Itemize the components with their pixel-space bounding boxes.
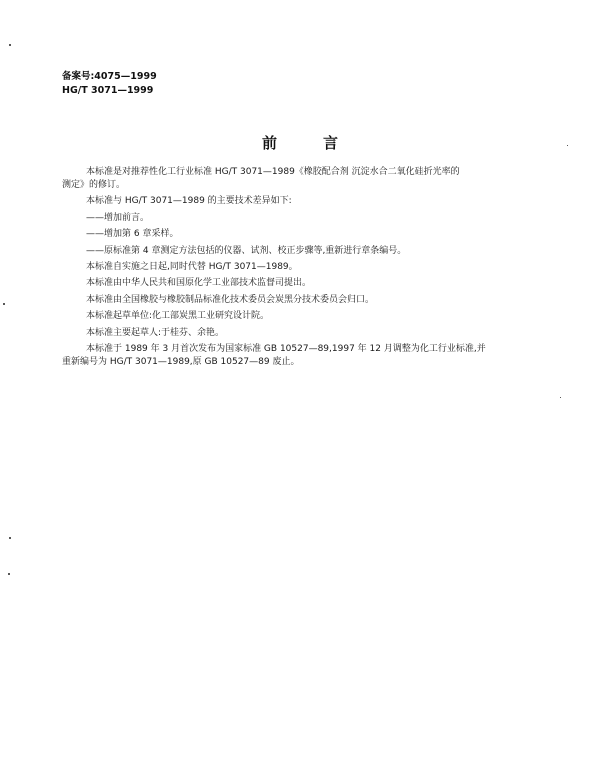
scan-speck [8, 573, 10, 575]
list-item: ——增加前言。 [86, 212, 150, 223]
filing-number: 备案号:4075—1999 [62, 71, 157, 82]
page-title: 前言 [261, 134, 384, 152]
scan-speck [9, 44, 11, 46]
paragraph-differences: 本标准与 HG/T 3071—1989 的主要技术差异如下: [86, 196, 292, 207]
paragraph-drafters: 本标准主要起草人:于桂芬、余艳。 [86, 327, 225, 338]
paragraph-revision [62, 166, 556, 192]
paragraph-line: 本标准于 1989 年 3 月首次发布为国家标准 GB 10527—89,1997 年 12 月调整为化工行业标准,并 [86, 343, 486, 354]
scan-speck [9, 537, 11, 539]
scan-speck [3, 303, 5, 305]
paragraph-drafting-unit: 本标准起草单位:化工部炭黑工业研究设计院。 [86, 311, 270, 322]
paragraph-line: 本标准是对推荐性化工行业标准 HG/T 3071—1989《橡胶配合剂 沉淀水合二氧化硅折光率的 [86, 167, 460, 177]
standard-code: HG/T 3071—1999 [62, 85, 154, 96]
scan-speck [567, 145, 568, 146]
list-item: ——增加第 6 章采样。 [86, 229, 179, 240]
scan-speck [560, 397, 561, 398]
paragraph-committee: 本标准由全国橡胶与橡胶制品标准化技术委员会炭黑分技术委员会归口。 [86, 294, 375, 305]
paragraph-line: 重新编号为 HG/T 3071—1989,原 GB 10527—89 废止。 [62, 356, 300, 367]
paragraph-history [62, 343, 556, 369]
document-body [62, 166, 556, 372]
paragraph-proposer: 本标准由中华人民共和国原化学工业部技术监督司提出。 [86, 278, 312, 289]
list-item: ——原标准第 4 章测定方法包括的仪器、试剂、校正步骤等,重新进行章条编号。 [86, 245, 407, 256]
paragraph-line: 测定》的修订。 [62, 180, 126, 190]
paragraph-replacement: 本标准自实施之日起,同时代替 HG/T 3071—1989。 [86, 261, 298, 272]
header-codes [62, 70, 157, 98]
